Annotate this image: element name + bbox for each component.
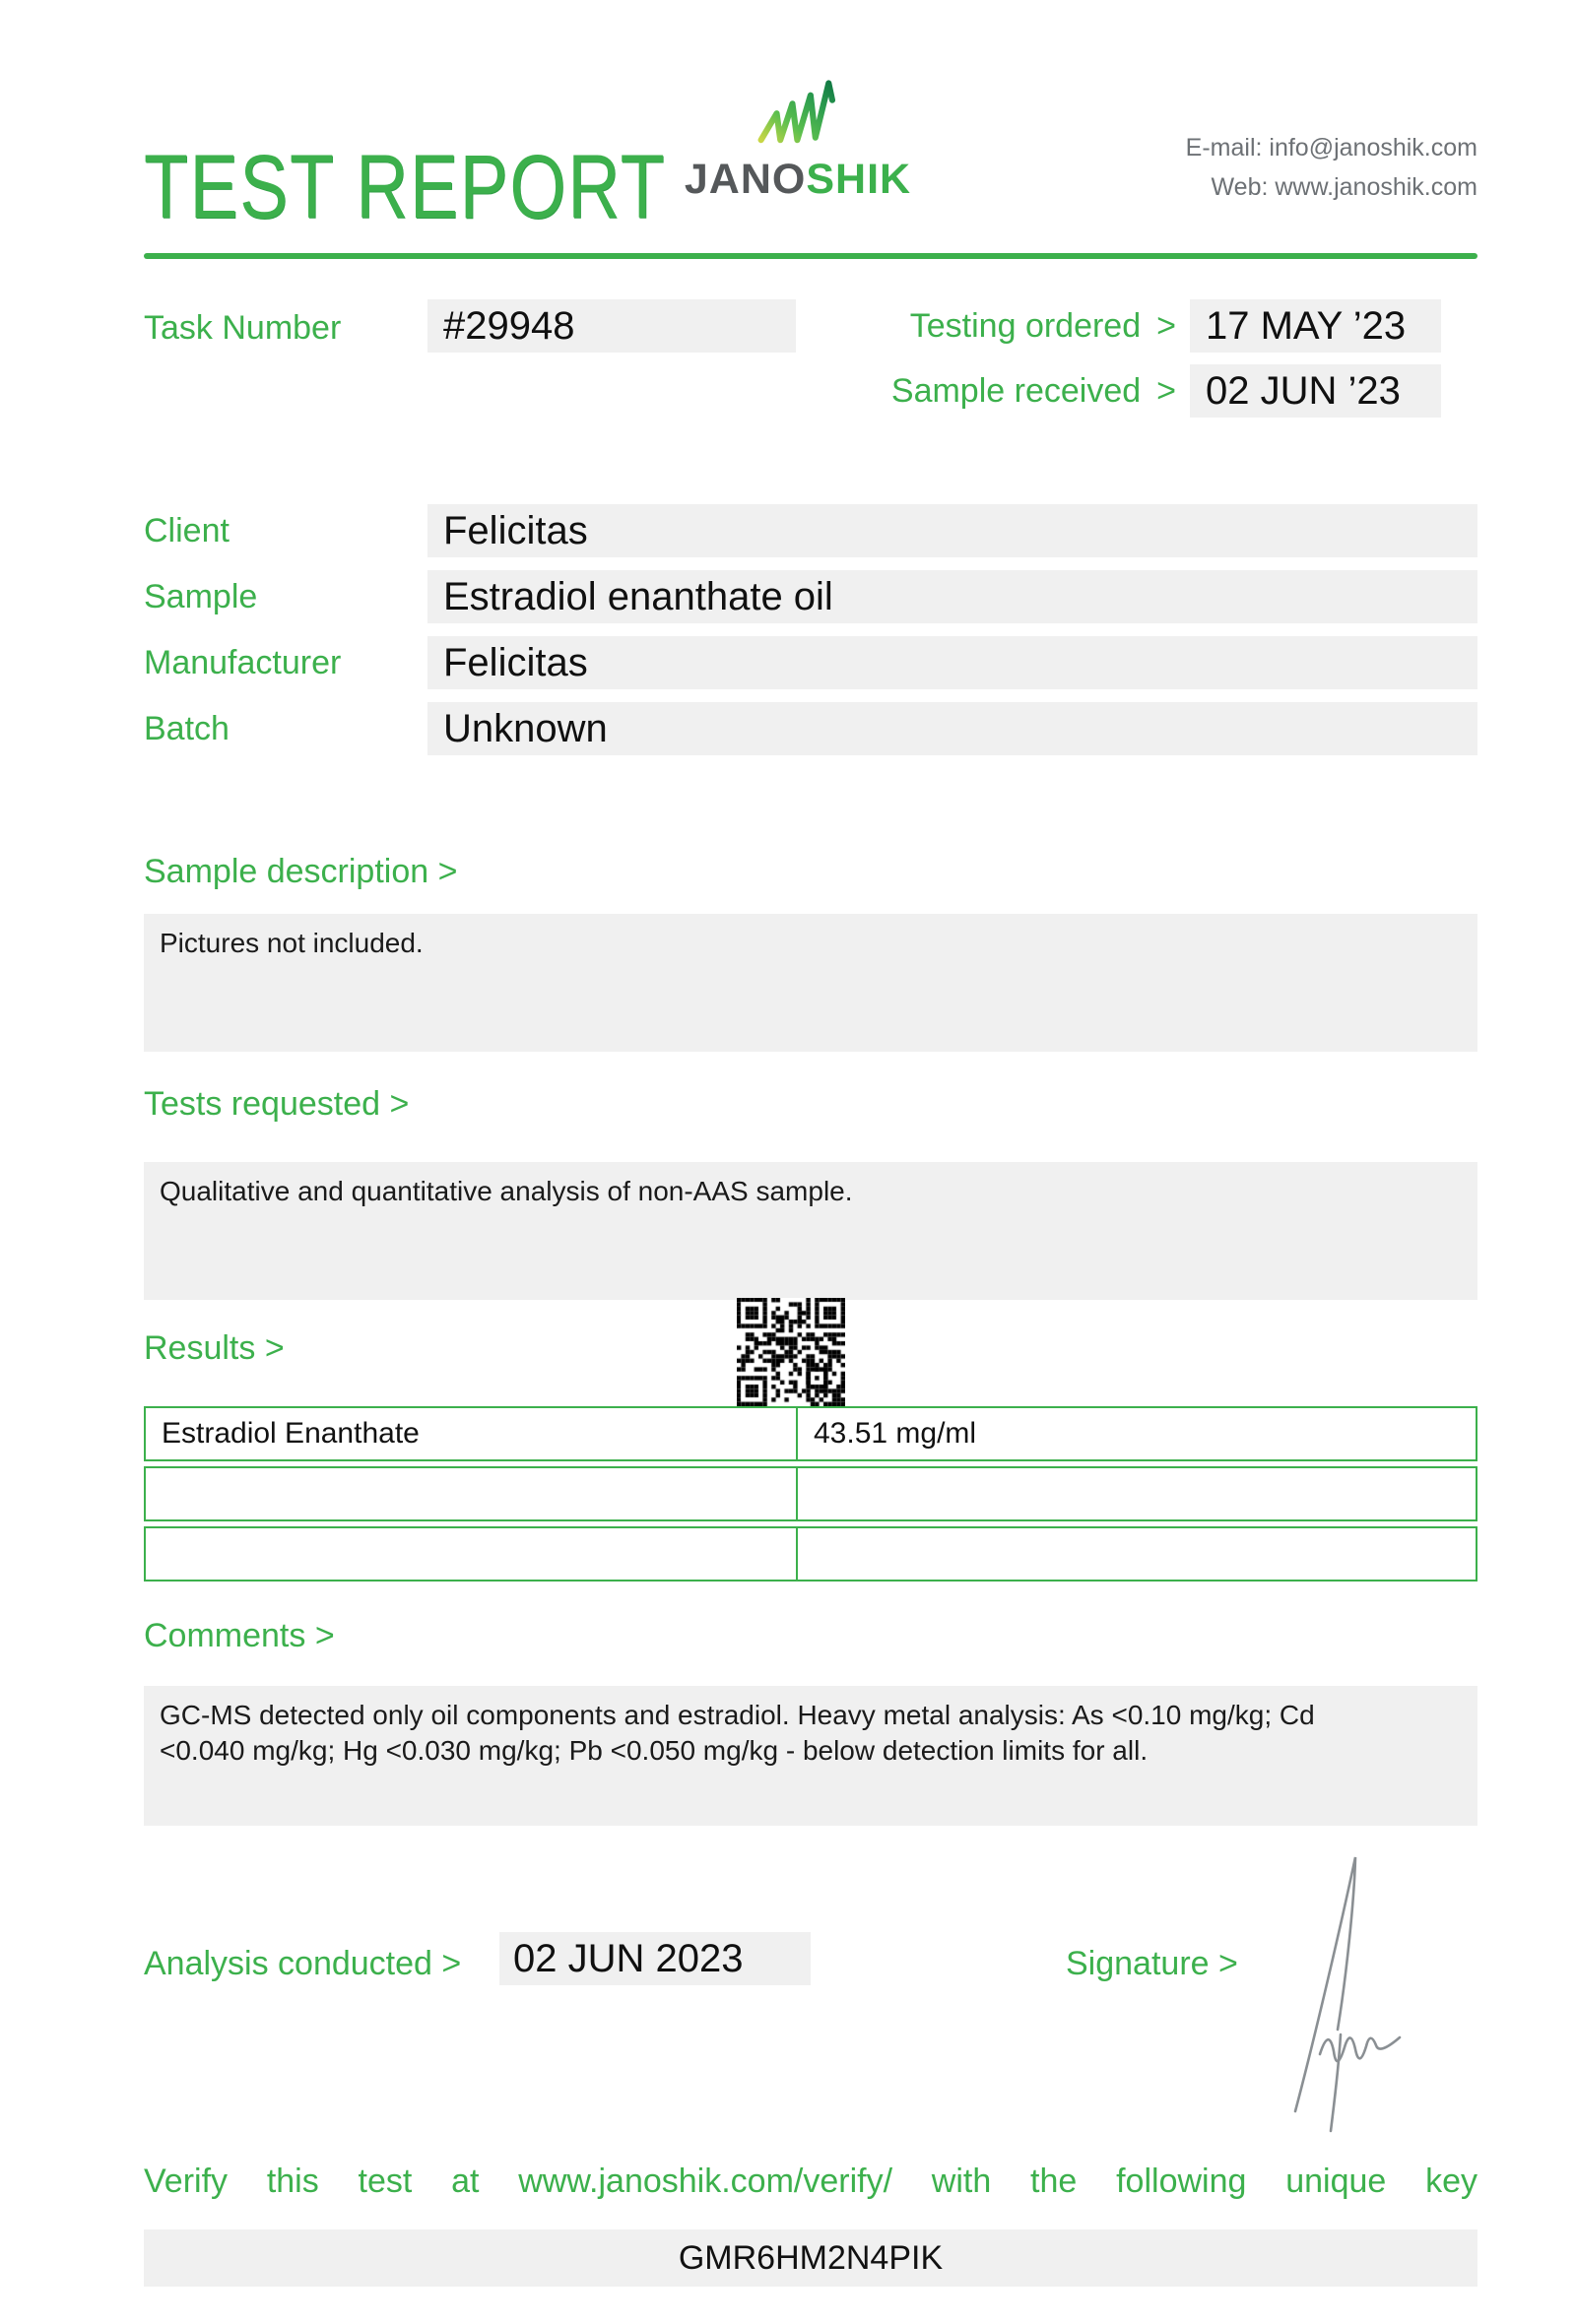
header-divider: [144, 253, 1478, 259]
tests-requested-heading: Tests requested >: [144, 1085, 410, 1123]
signature-label: Signature >: [1066, 1945, 1238, 1982]
tests-requested-body: Qualitative and quantitative analysis of non-AAS sample.: [160, 1176, 853, 1206]
analysis-conducted-value: 02 JUN 2023: [499, 1932, 811, 1985]
chevron-right-icon: >: [1156, 371, 1176, 410]
comments-heading: Comments >: [144, 1617, 335, 1654]
tests-requested-box: [144, 1162, 1478, 1300]
client-label: Client: [144, 512, 230, 549]
batch-value: Unknown: [427, 702, 1478, 755]
testing-ordered-row: [910, 299, 1441, 353]
result-cell: 43.51 mg/ml: [814, 1417, 977, 1450]
sample-received-label: Sample received: [890, 371, 1142, 410]
analysis-conducted-label: Analysis conducted >: [144, 1945, 462, 1982]
sample-description-heading: Sample description >: [144, 853, 458, 890]
sample-description-body: Pictures not included.: [160, 928, 424, 958]
task-number-label: Task Number: [144, 309, 342, 347]
analyte-cell: [146, 1528, 798, 1580]
manufacturer-label: Manufacturer: [144, 644, 342, 681]
table-row: [144, 1526, 1478, 1582]
task-number-value: #29948: [427, 299, 796, 353]
brand-accent: SHIK: [806, 156, 912, 203]
chevron-right-icon: >: [1156, 306, 1176, 345]
signature-image: [1266, 1847, 1404, 2138]
analyte-cell: [146, 1468, 798, 1519]
contact-info: [1186, 128, 1478, 207]
table-row: [144, 1466, 1478, 1521]
sample-value: Estradiol enanthate oil: [427, 570, 1478, 623]
sample-label: Sample: [144, 578, 258, 615]
brand-wordmark: [678, 156, 918, 204]
janoshik-logo: [678, 77, 918, 204]
brand-primary: JANO: [684, 156, 807, 203]
sample-description-box: [144, 914, 1478, 1052]
verify-key: GMR6HM2N4PIK: [144, 2229, 1478, 2287]
client-value: Felicitas: [427, 504, 1478, 557]
result-cell: [798, 1468, 1476, 1519]
testing-ordered-label: Testing ordered: [909, 306, 1142, 345]
qr-code: [737, 1298, 845, 1406]
comments-box: [144, 1686, 1478, 1826]
sample-received-value: 02 JUN ’23: [1190, 364, 1441, 418]
verify-instruction: Verify this test at www.janoshik.com/verify/ with the following unique key: [144, 2163, 1478, 2200]
growth-chart-icon: [753, 77, 843, 154]
comments-body: GC-MS detected only oil components and estradiol. Heavy metal analysis: As <0.10 mg/kg; Cd <0.040 mg/kg; Hg <0.030 mg/kg; Pb <0.050 mg/kg - below detection limits for all.: [160, 1700, 1315, 1766]
manufacturer-value: Felicitas: [427, 636, 1478, 689]
result-cell: [798, 1528, 1476, 1580]
results-table: [144, 1406, 1478, 1586]
page-title: TEST REPORT: [144, 137, 667, 237]
table-row: [144, 1406, 1478, 1461]
batch-label: Batch: [144, 710, 230, 747]
testing-ordered-value: 17 MAY ’23: [1190, 299, 1441, 353]
web-line: Web: www.janoshik.com: [1211, 173, 1478, 201]
email-line: E-mail: info@janoshik.com: [1185, 134, 1478, 161]
results-heading: Results >: [144, 1329, 285, 1367]
analyte-cell: Estradiol Enanthate: [146, 1408, 798, 1459]
sample-received-row: [891, 364, 1441, 418]
